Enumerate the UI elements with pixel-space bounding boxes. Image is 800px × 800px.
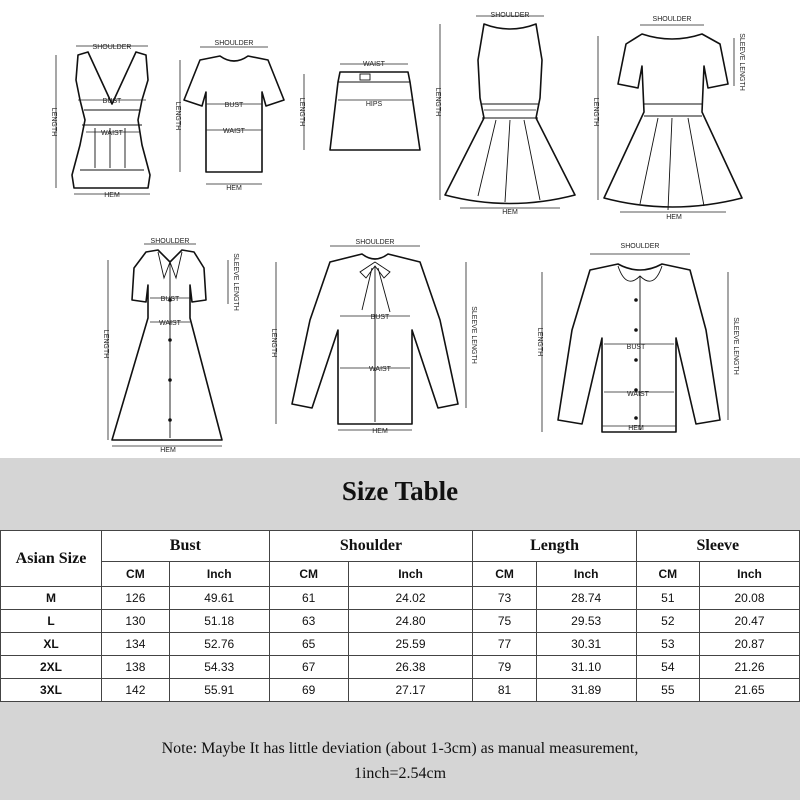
camisole-waist-label: WAIST bbox=[101, 130, 123, 137]
value-cell: 142 bbox=[102, 679, 170, 702]
value-cell: 20.47 bbox=[700, 610, 800, 633]
table-row bbox=[1, 587, 800, 610]
value-cell: 21.26 bbox=[700, 656, 800, 679]
tshirt-hem-label: HEM bbox=[226, 185, 242, 192]
table-row bbox=[1, 656, 800, 679]
value-cell: 30.31 bbox=[536, 633, 636, 656]
shirt-bust-label: BUST bbox=[626, 344, 646, 351]
blouse-waist-label: WAIST bbox=[369, 366, 391, 373]
dress1-length-label: LENGTH bbox=[434, 87, 441, 117]
diagram-button-shirt bbox=[536, 243, 739, 432]
value-cell: 63 bbox=[269, 610, 348, 633]
dress1-hem-label: HEM bbox=[502, 209, 518, 216]
table-row bbox=[1, 679, 800, 702]
blouse-length-label: LENGTH bbox=[270, 328, 277, 358]
value-cell: 31.10 bbox=[536, 656, 636, 679]
diagram-camisole bbox=[50, 44, 150, 199]
value-cell: 24.02 bbox=[348, 587, 473, 610]
size-table bbox=[0, 530, 800, 702]
diagram-sleeve-dress bbox=[592, 16, 745, 221]
unit-header-inch: Inch bbox=[700, 562, 800, 587]
diagram-shirt-dress bbox=[102, 238, 239, 454]
unit-header-cm: CM bbox=[269, 562, 348, 587]
value-cell: 49.61 bbox=[169, 587, 269, 610]
shirt-length-label: LENGTH bbox=[536, 327, 543, 357]
value-cell: 52 bbox=[636, 610, 699, 633]
value-cell: 55 bbox=[636, 679, 699, 702]
shirtdress-sleeve-label: SLEEVE LENGTH bbox=[232, 253, 239, 311]
value-cell: 25.59 bbox=[348, 633, 473, 656]
skirt-hips-label: HIPS bbox=[365, 101, 383, 108]
value-cell: 69 bbox=[269, 679, 348, 702]
shirtdress-bust-label: BUST bbox=[160, 296, 180, 303]
value-cell: 20.08 bbox=[700, 587, 800, 610]
table-row bbox=[1, 610, 800, 633]
diagram-bow-blouse bbox=[270, 239, 477, 435]
skirt-length-label: LENGTH bbox=[298, 97, 305, 127]
value-cell: 55.91 bbox=[169, 679, 269, 702]
value-cell: 77 bbox=[473, 633, 536, 656]
tshirt-length-label: LENGTH bbox=[174, 101, 181, 131]
table-unit-header-row bbox=[1, 562, 800, 587]
size-cell: L bbox=[1, 610, 102, 633]
value-cell: 21.65 bbox=[700, 679, 800, 702]
shirt-sleeve-label: SLEEVE LENGTH bbox=[732, 317, 739, 375]
shirt-waist-label: WAIST bbox=[627, 391, 649, 398]
note-line-2: 1inch=2.54cm bbox=[353, 765, 447, 782]
size-cell: 3XL bbox=[1, 679, 102, 702]
bust-header: Bust bbox=[102, 531, 270, 562]
value-cell: 54 bbox=[636, 656, 699, 679]
camisole-hem-label: HEM bbox=[104, 192, 120, 199]
unit-header-inch: Inch bbox=[348, 562, 473, 587]
dress2-shoulder-label: SHOULDER bbox=[652, 16, 692, 23]
shirt-shoulder-label: SHOULDER bbox=[620, 243, 660, 250]
unit-header-cm: CM bbox=[473, 562, 536, 587]
shirtdress-shoulder-label: SHOULDER bbox=[150, 238, 190, 245]
value-cell: 81 bbox=[473, 679, 536, 702]
shirt-hem-label: HEM bbox=[628, 425, 644, 432]
shoulder-header: Shoulder bbox=[269, 531, 473, 562]
size-cell: 2XL bbox=[1, 656, 102, 679]
dress2-length-label: LENGTH bbox=[592, 97, 599, 127]
skirt-waist-label: WAIST bbox=[363, 61, 385, 68]
value-cell: 26.38 bbox=[348, 656, 473, 679]
blouse-bust-label: BUST bbox=[370, 314, 390, 321]
tshirt-shoulder-label: SHOULDER bbox=[214, 40, 254, 47]
value-cell: 31.89 bbox=[536, 679, 636, 702]
blouse-hem-label: HEM bbox=[372, 428, 388, 435]
camisole-shoulder-label: SHOULDER bbox=[92, 44, 132, 51]
size-cell: M bbox=[1, 587, 102, 610]
value-cell: 51.18 bbox=[169, 610, 269, 633]
value-cell: 53 bbox=[636, 633, 699, 656]
value-cell: 130 bbox=[102, 610, 170, 633]
unit-header-cm: CM bbox=[636, 562, 699, 587]
measurement-note bbox=[0, 736, 800, 786]
unit-header-inch: Inch bbox=[169, 562, 269, 587]
dress2-hem-label: HEM bbox=[666, 214, 682, 221]
size-cell: XL bbox=[1, 633, 102, 656]
dress1-shoulder-label: SHOULDER bbox=[490, 12, 530, 19]
tshirt-bust-label: BUST bbox=[224, 102, 244, 109]
table-title: Size Table bbox=[341, 476, 459, 506]
value-cell: 138 bbox=[102, 656, 170, 679]
value-cell: 75 bbox=[473, 610, 536, 633]
value-cell: 61 bbox=[269, 587, 348, 610]
size-table-section bbox=[0, 458, 800, 800]
value-cell: 29.53 bbox=[536, 610, 636, 633]
diagram-sleeveless-dress bbox=[434, 12, 575, 216]
note-line-1: Note: Maybe It has little deviation (about 1-3cm) as manual measurement, bbox=[161, 740, 639, 757]
blouse-shoulder-label: SHOULDER bbox=[355, 239, 395, 246]
value-cell: 52.76 bbox=[169, 633, 269, 656]
shirtdress-length-label: LENGTH bbox=[102, 329, 109, 359]
shirtdress-waist-label: WAIST bbox=[159, 320, 181, 327]
dress2-sleeve-label: SLEEVE LENGTH bbox=[738, 33, 745, 91]
blouse-sleeve-label: SLEEVE LENGTH bbox=[470, 306, 477, 364]
sleeve-header: Sleeve bbox=[636, 531, 799, 562]
unit-header-inch: Inch bbox=[536, 562, 636, 587]
value-cell: 73 bbox=[473, 587, 536, 610]
value-cell: 51 bbox=[636, 587, 699, 610]
value-cell: 134 bbox=[102, 633, 170, 656]
value-cell: 20.87 bbox=[700, 633, 800, 656]
camisole-length-label: LENGTH bbox=[50, 107, 57, 137]
value-cell: 54.33 bbox=[169, 656, 269, 679]
value-cell: 79 bbox=[473, 656, 536, 679]
value-cell: 65 bbox=[269, 633, 348, 656]
value-cell: 67 bbox=[269, 656, 348, 679]
value-cell: 28.74 bbox=[536, 587, 636, 610]
asian-size-header: Asian Size bbox=[1, 531, 102, 587]
table-group-header-row bbox=[1, 531, 800, 562]
shirtdress-hem-label: HEM bbox=[160, 447, 176, 454]
value-cell: 24.80 bbox=[348, 610, 473, 633]
value-cell: 27.17 bbox=[348, 679, 473, 702]
diagram-tshirt bbox=[174, 40, 284, 192]
table-row bbox=[1, 633, 800, 656]
camisole-bust-label: BUST bbox=[102, 98, 122, 105]
tshirt-waist-label: WAIST bbox=[223, 128, 245, 135]
value-cell: 126 bbox=[102, 587, 170, 610]
diagram-skirt bbox=[298, 61, 420, 150]
length-header: Length bbox=[473, 531, 636, 562]
unit-header-cm: CM bbox=[102, 562, 170, 587]
